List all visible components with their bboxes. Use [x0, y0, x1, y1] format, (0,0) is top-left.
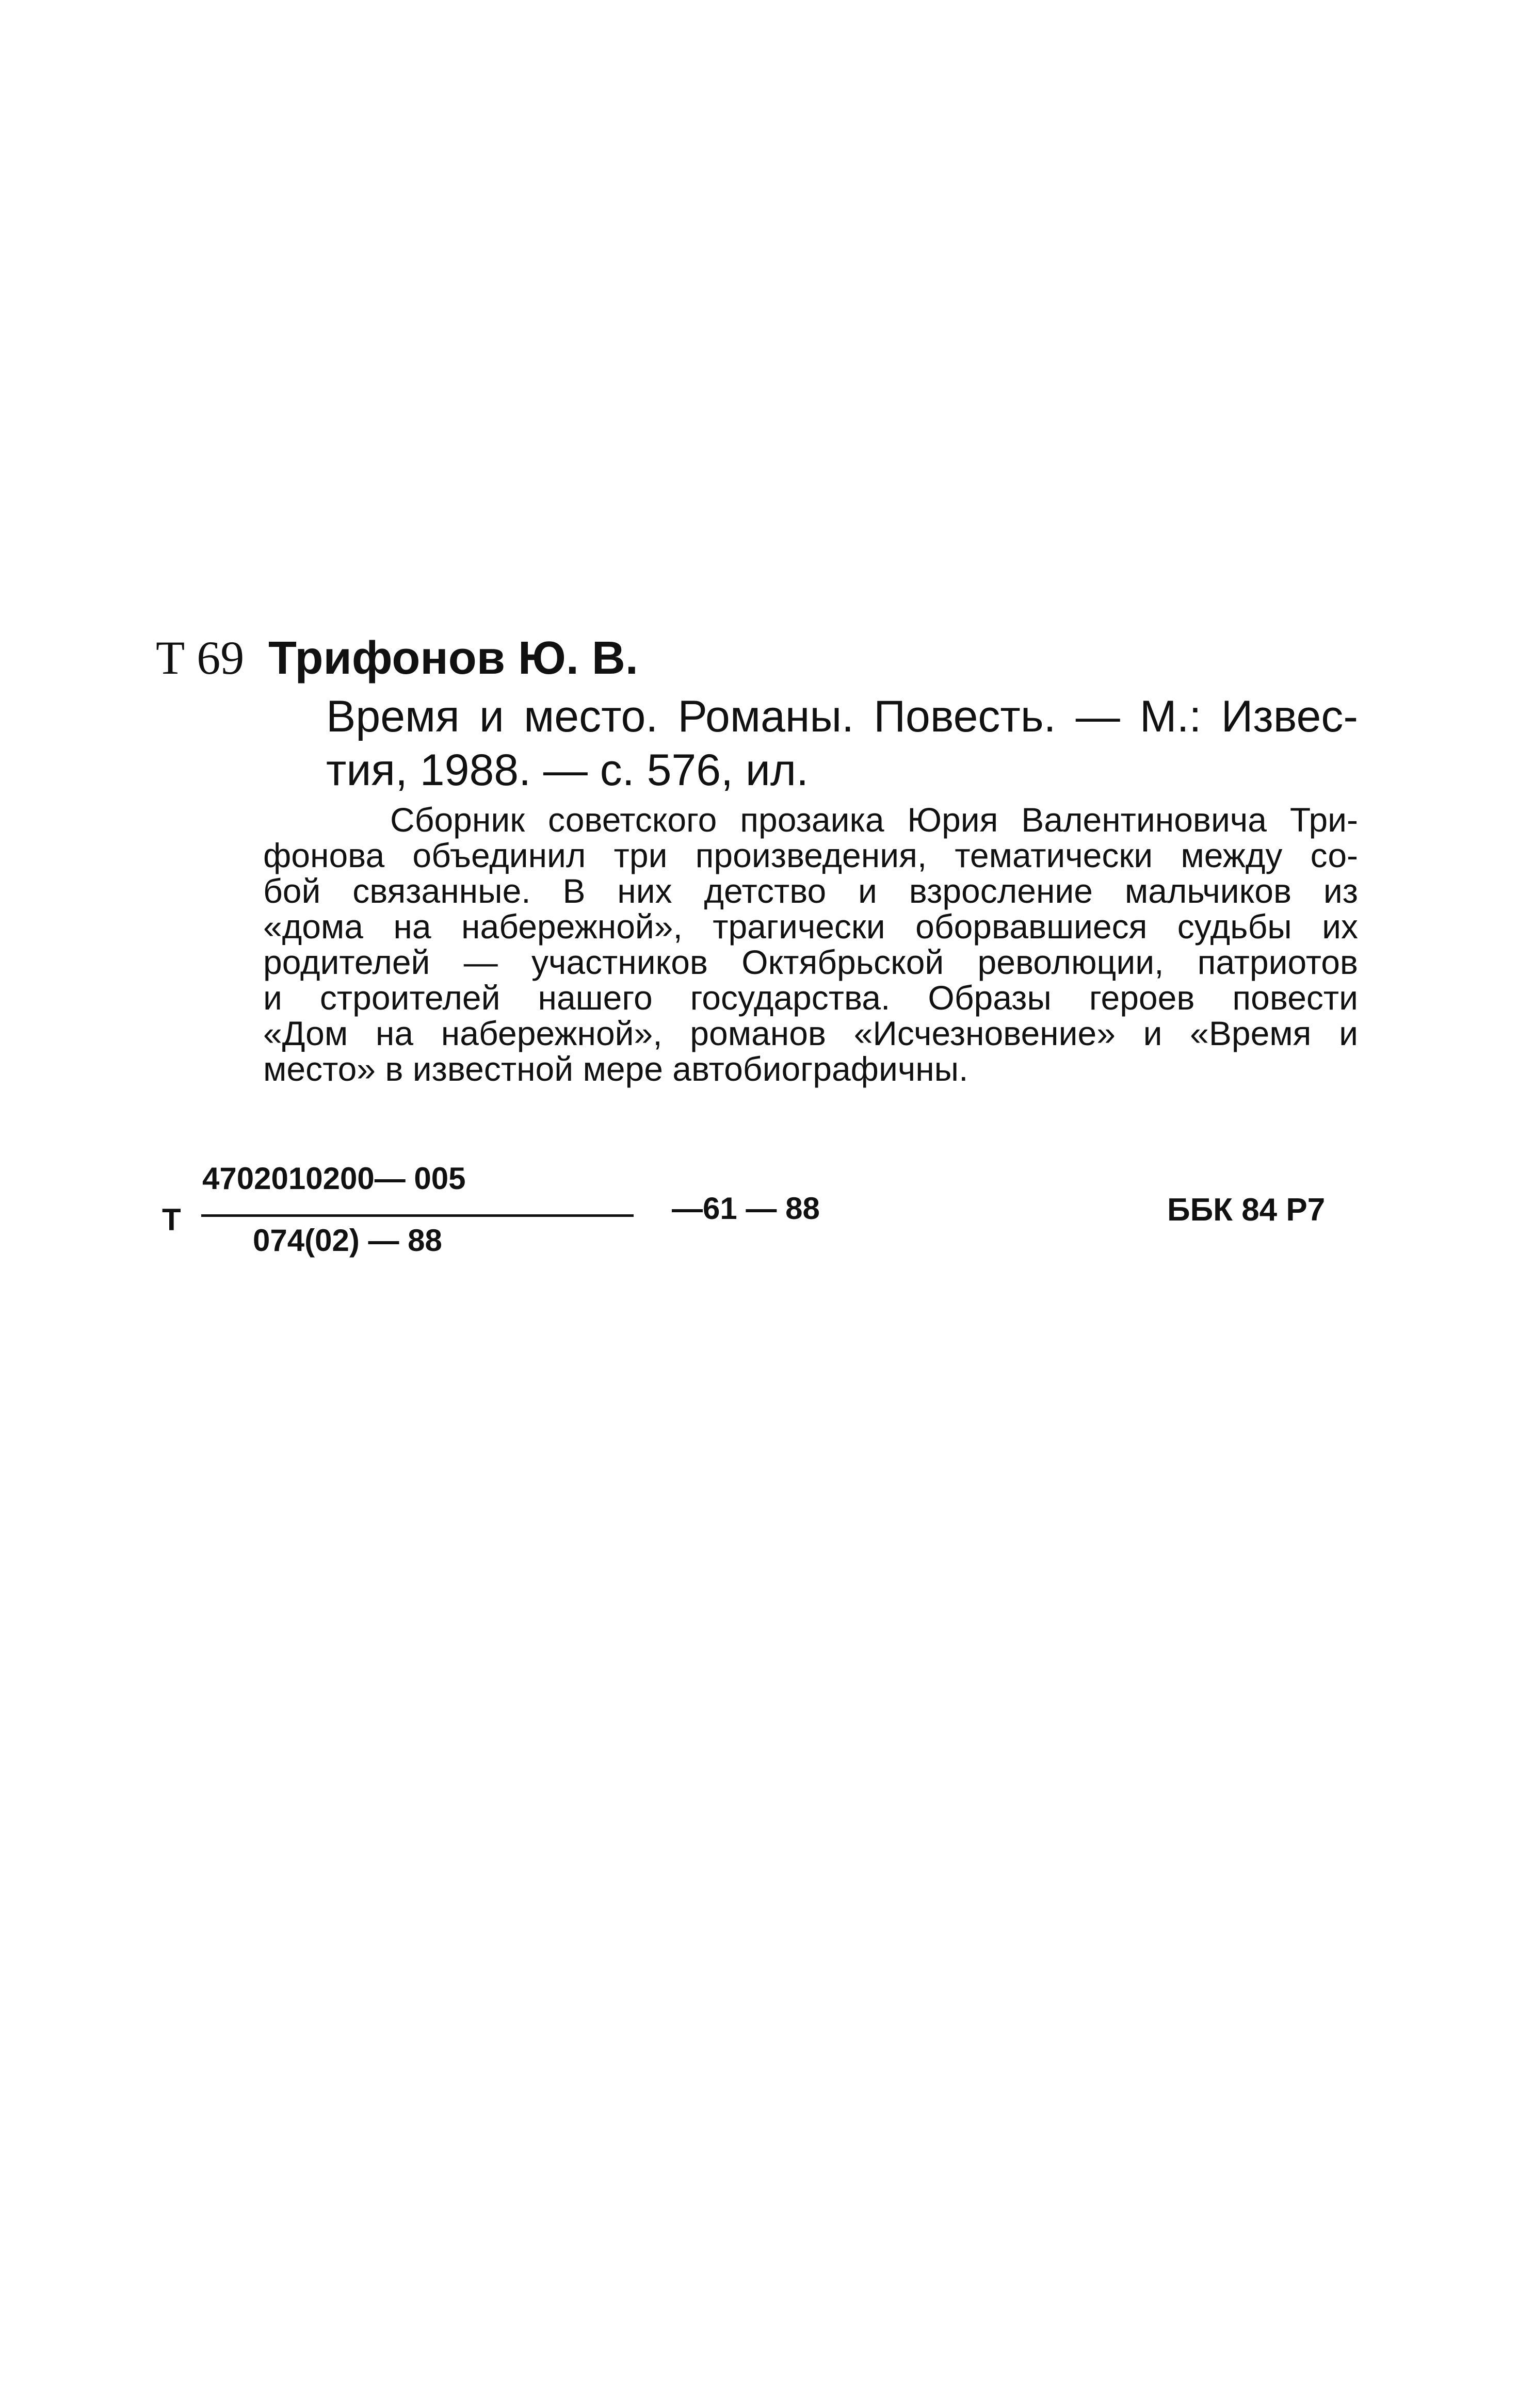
- annotation-line: родителей — участников Октябрьской революции, патриотов: [263, 943, 1358, 981]
- bbk-code: ББК 84 Р7: [1167, 1192, 1326, 1228]
- annotation: [263, 802, 1358, 1087]
- annotation-line: бой связанные. В них детство и взросление мальчиков из: [263, 872, 1358, 910]
- bibliographic-description: [326, 690, 1358, 797]
- entry-heading: [156, 629, 1358, 687]
- annotation-line: фонова объединил три произведения, тематически между со-: [263, 836, 1358, 874]
- code-denominator: 074(02) — 88: [253, 1223, 442, 1258]
- code-tail: —61 — 88: [672, 1191, 820, 1226]
- code-numerator: 4702010200— 005: [202, 1161, 466, 1196]
- catalog-code: Т 69: [156, 631, 245, 684]
- annotation-line: «дома на набережной», трагически оборвавшиеся судьбы их: [263, 907, 1358, 946]
- classification-codes: [156, 1161, 1358, 1279]
- catalog-entry: [156, 629, 1358, 1087]
- annotation-line: Сборник советского прозаика Юрия Валентиновича Три-: [390, 801, 1358, 839]
- author-name: Трифонов Ю. В.: [268, 632, 638, 684]
- code-letter: Т: [162, 1202, 181, 1237]
- annotation-line: и строителей нашего государства. Образы героев повести: [263, 979, 1358, 1017]
- fraction-line: [201, 1214, 634, 1217]
- bib-line-1: Время и место. Романы. Повесть. — М.: Извес-: [326, 692, 1358, 741]
- annotation-line: место» в известной мере автобиографичны.: [263, 1050, 968, 1088]
- bib-line-2: тия, 1988. — с. 576, ил.: [326, 745, 809, 795]
- annotation-line: «Дом на набережной», романов «Исчезновение» и «Время и: [263, 1014, 1358, 1052]
